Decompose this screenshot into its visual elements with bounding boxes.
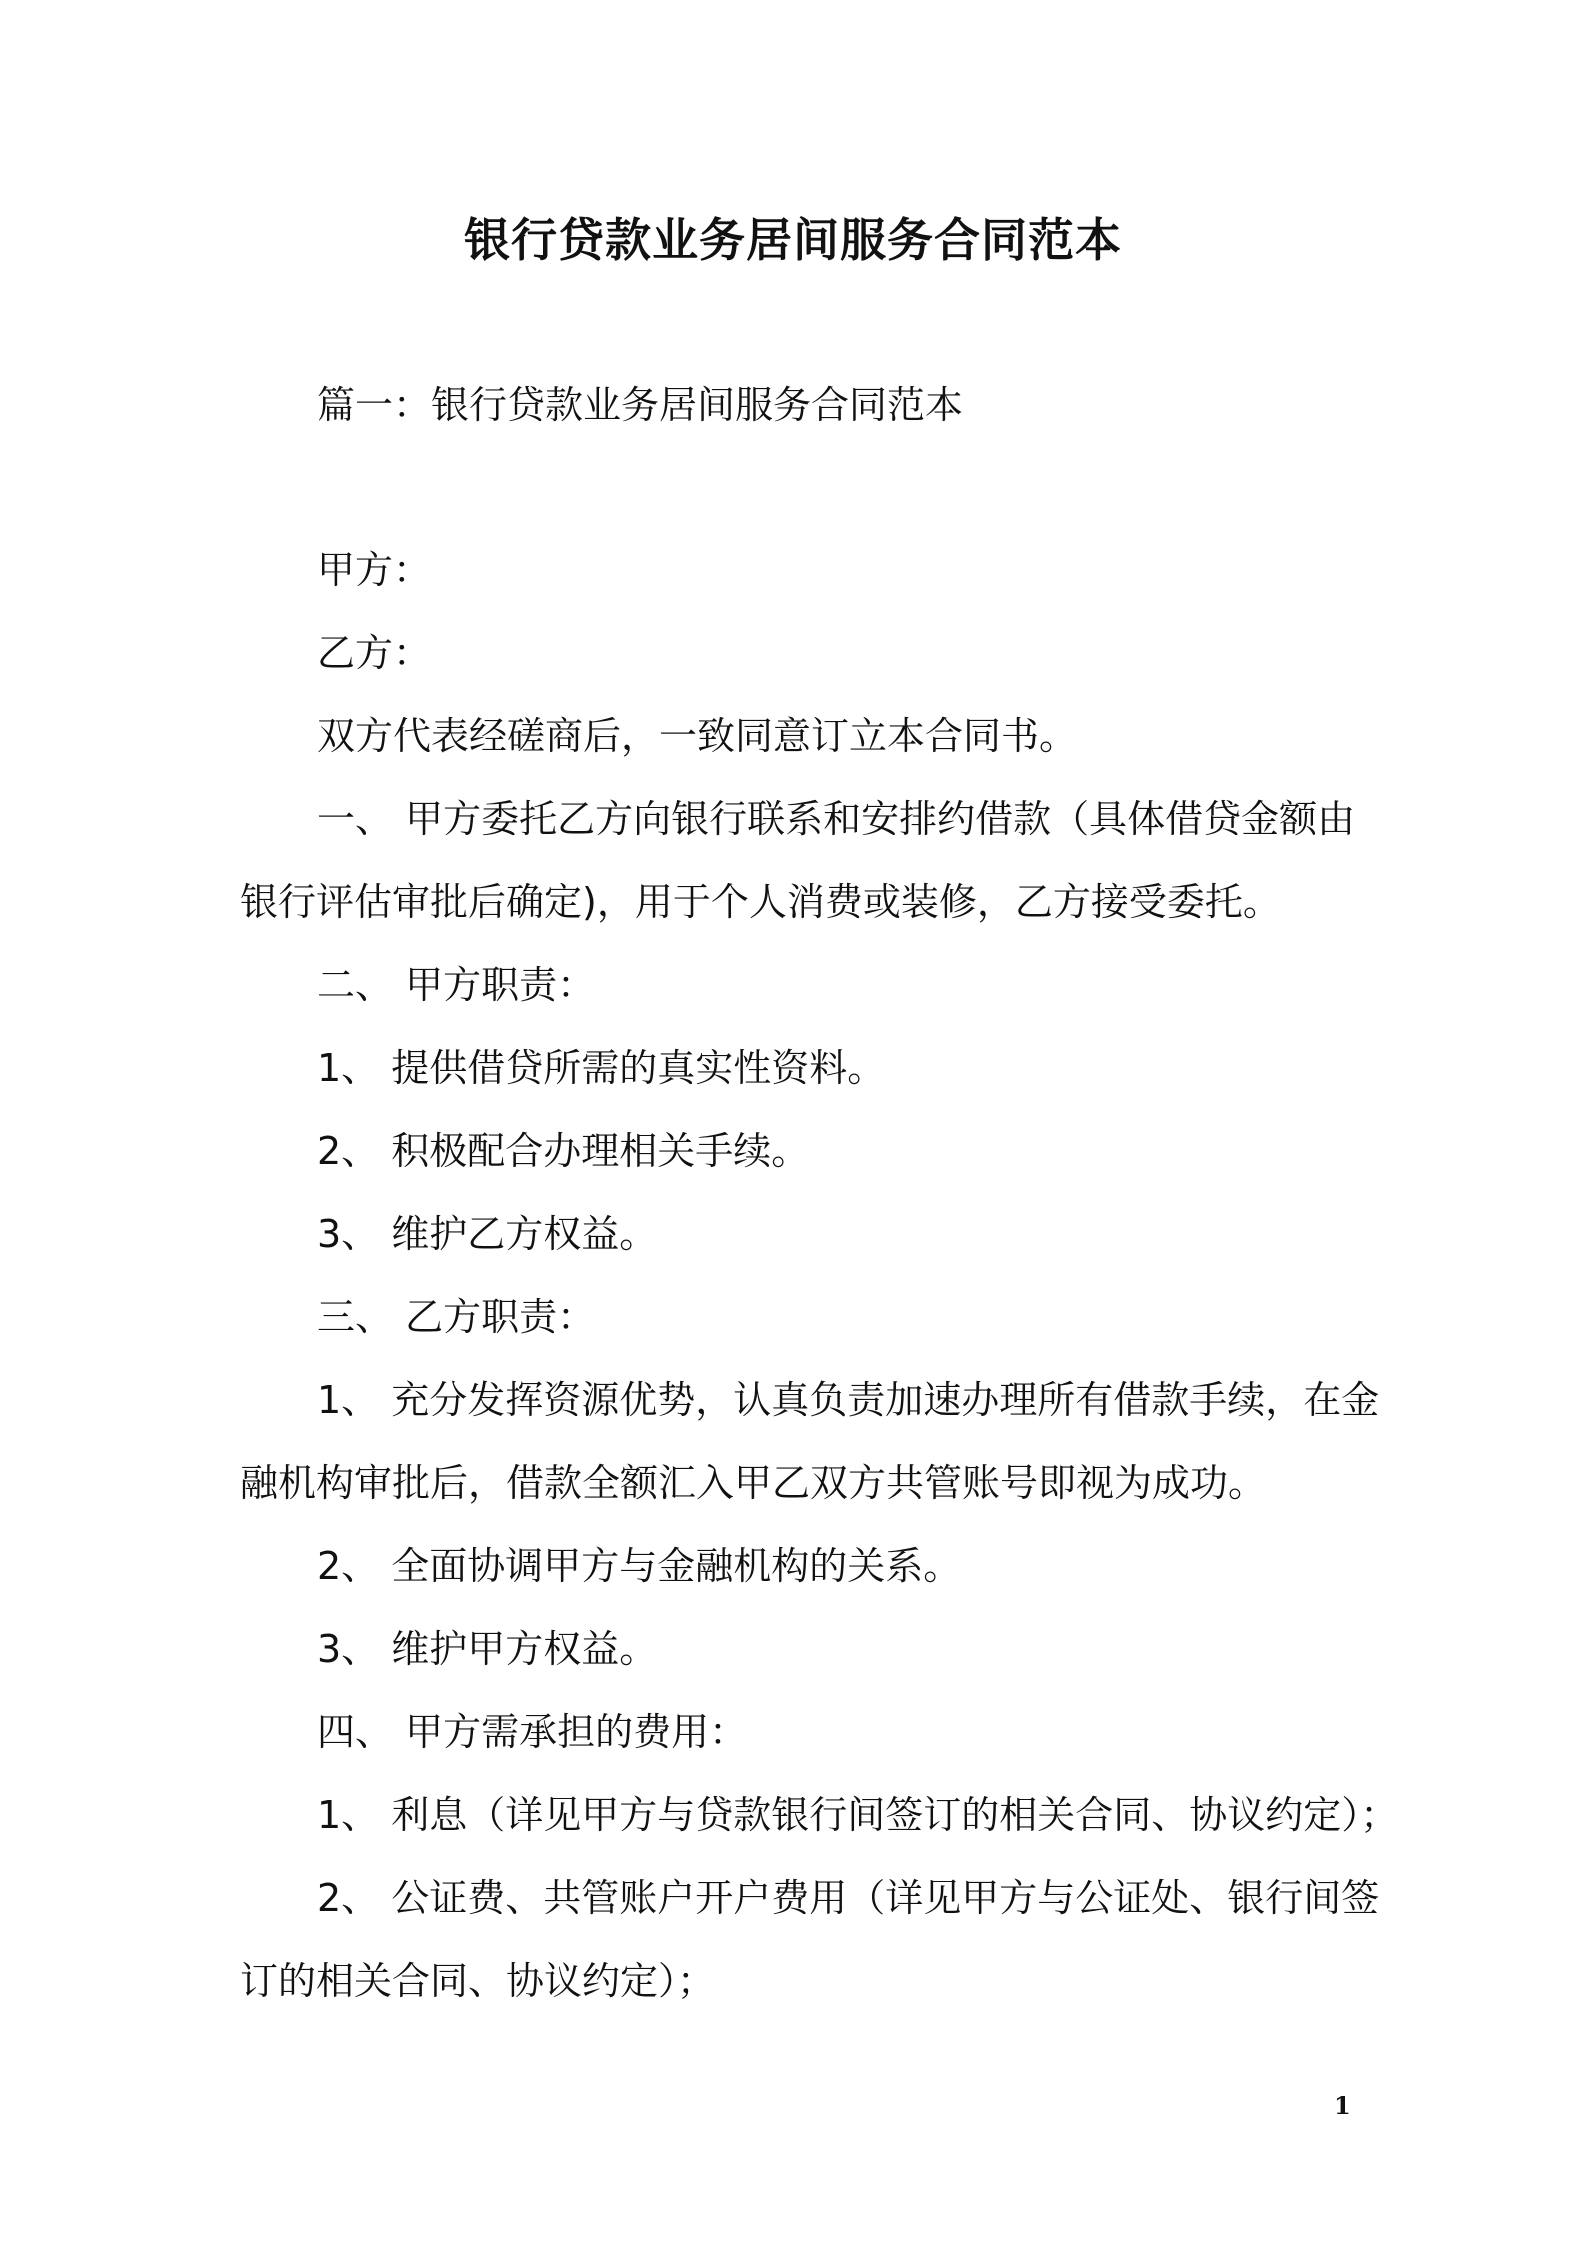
agreement-line: 双方代表经磋商后，一致同意订立本合同书。 (317, 714, 1078, 758)
document-title: 银行贷款业务居间服务合同范本 (464, 213, 1122, 267)
clause-3-item-1-line-1: 1、 充分发挥资源优势，认真负责加速办理所有借款手续，在金 (317, 1378, 1380, 1422)
clause-4-item-1: 1、 利息（详见甲方与贷款银行间签订的相关合同、协议约定）； (317, 1793, 1399, 1837)
clause-2-item-2: 2、 积极配合办理相关手续。 (317, 1129, 810, 1173)
clause-2-item-1: 1、 提供借贷所需的真实性资料。 (317, 1046, 886, 1090)
clause-3-item-2: 2、 全面协调甲方与金融机构的关系。 (317, 1544, 962, 1588)
clause-2-heading: 二、 甲方职责： (317, 963, 596, 1007)
clause-3-item-3: 3、 维护甲方权益。 (317, 1627, 658, 1671)
clause-4-item-2-line-1: 2、 公证费、共管账户开户费用（详见甲方与公证处、银行间签 (317, 1876, 1380, 1920)
party-b-line: 乙方： (317, 631, 432, 675)
section-heading: 篇一：银行贷款业务居间服务合同范本 (317, 383, 964, 427)
clause-1-line-2: 银行评估审批后确定)，用于个人消费或装修，乙方接受委托。 (240, 880, 1281, 924)
page-number: 1 (1334, 2091, 1351, 2120)
clause-1-line-1: 一、 甲方委托乙方向银行联系和安排约借款（具体借贷金额由 (317, 797, 1356, 841)
clause-2-item-3: 3、 维护乙方权益。 (317, 1212, 658, 1256)
clause-4-heading: 四、 甲方需承担的费用： (317, 1710, 748, 1754)
party-a-line: 甲方： (317, 548, 432, 592)
clause-3-heading: 三、 乙方职责： (317, 1295, 596, 1339)
clause-4-item-2-line-2: 订的相关合同、协议约定）； (240, 1959, 716, 2003)
clause-3-item-1-line-2: 融机构审批后，借款全额汇入甲乙双方共管账号即视为成功。 (240, 1461, 1267, 1505)
